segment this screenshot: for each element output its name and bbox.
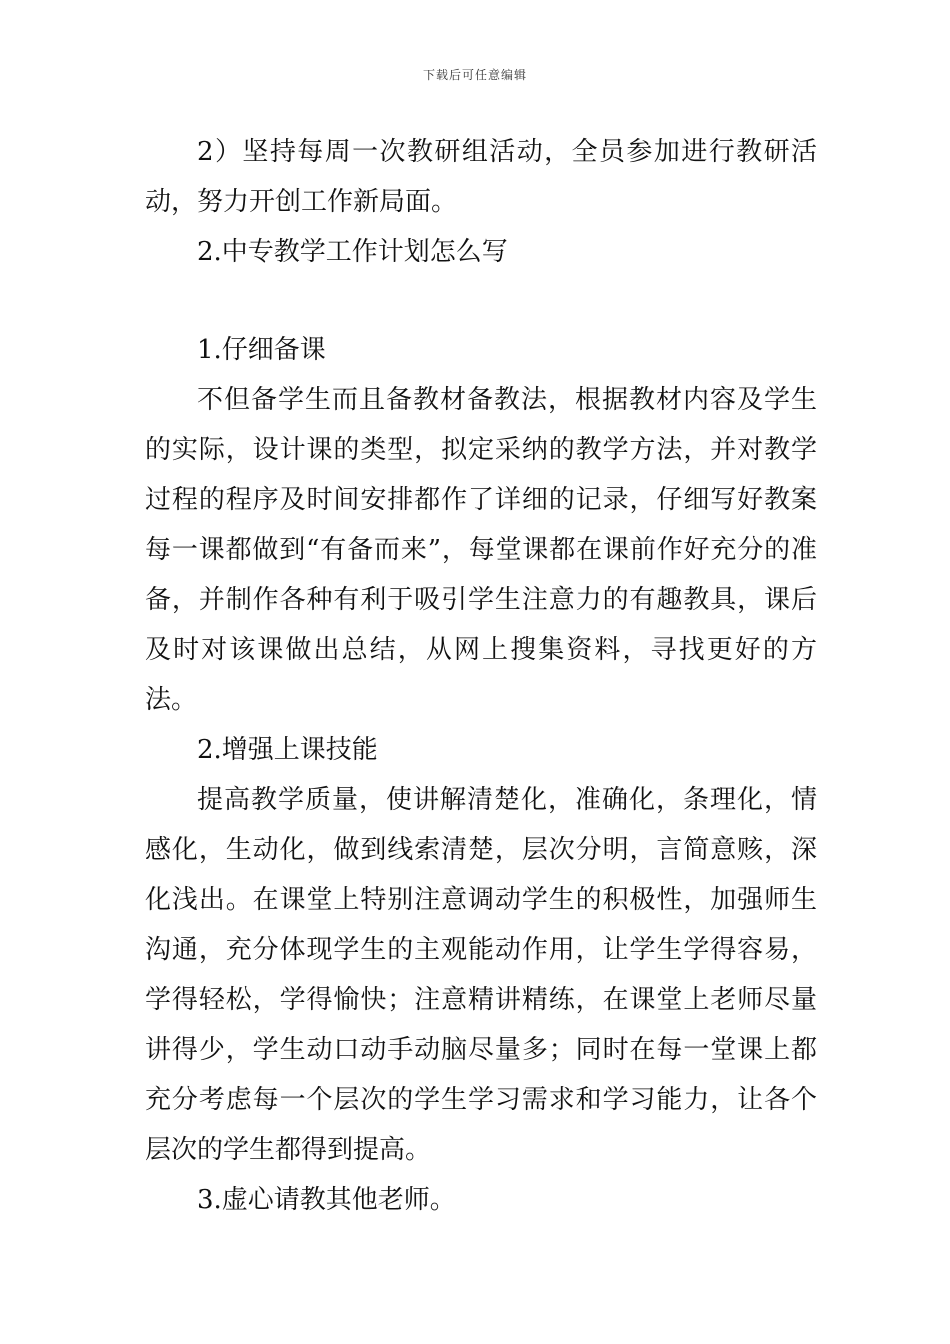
subheading-teaching-skills: 2.增强上课技能 xyxy=(197,735,378,765)
paragraph-prepare-lessons: 不但备学生而且备教材备教法，根据教材内容及学生的实际，设计课的类型，拟定采纳的教学方法，并对教学过程的程序及时间安排都作了详细的记录，仔细写好教案每一课都做到“有备而来”，每堂课都在课前作好充分的准备，并制作各种有利于吸引学生注意力的有趣教具，课后及时对该课做出总结，从网上搜集资料，寻找更好的方法。 xyxy=(145,385,817,715)
paragraph-weekly-activity: 2）坚持每周一次教研组活动，全员参加进行教研活动，努力开创工作新局面。 xyxy=(145,137,817,217)
paragraph-teaching-skills: 提高教学质量，使讲解清楚化，准确化，条理化，情感化，生动化，做到线索清楚，层次分明，言简意赅，深化浅出。在课堂上特别注意调动学生的积极性，加强师生沟通，充分体现学生的主观能动作用，让学生学得容易，学得轻松，学得愉快；注意精讲精练，在课堂上老师尽量讲得少，学生动口动手动脑尽量多；同时在每一堂课上都充分考虑每一个层次的学生学习需求和学习能力，让各个层次的学生都得到提高。 xyxy=(145,785,817,1165)
subheading-consult-teachers: 3.虚心请教其他老师。 xyxy=(197,1185,456,1215)
subheading-prepare-lessons: 1.仔细备课 xyxy=(197,335,326,365)
document-body xyxy=(145,127,817,1225)
header-note: 下载后可任意编辑 xyxy=(422,68,527,82)
section-heading-plan: 2.中专教学工作计划怎么写 xyxy=(197,237,508,267)
